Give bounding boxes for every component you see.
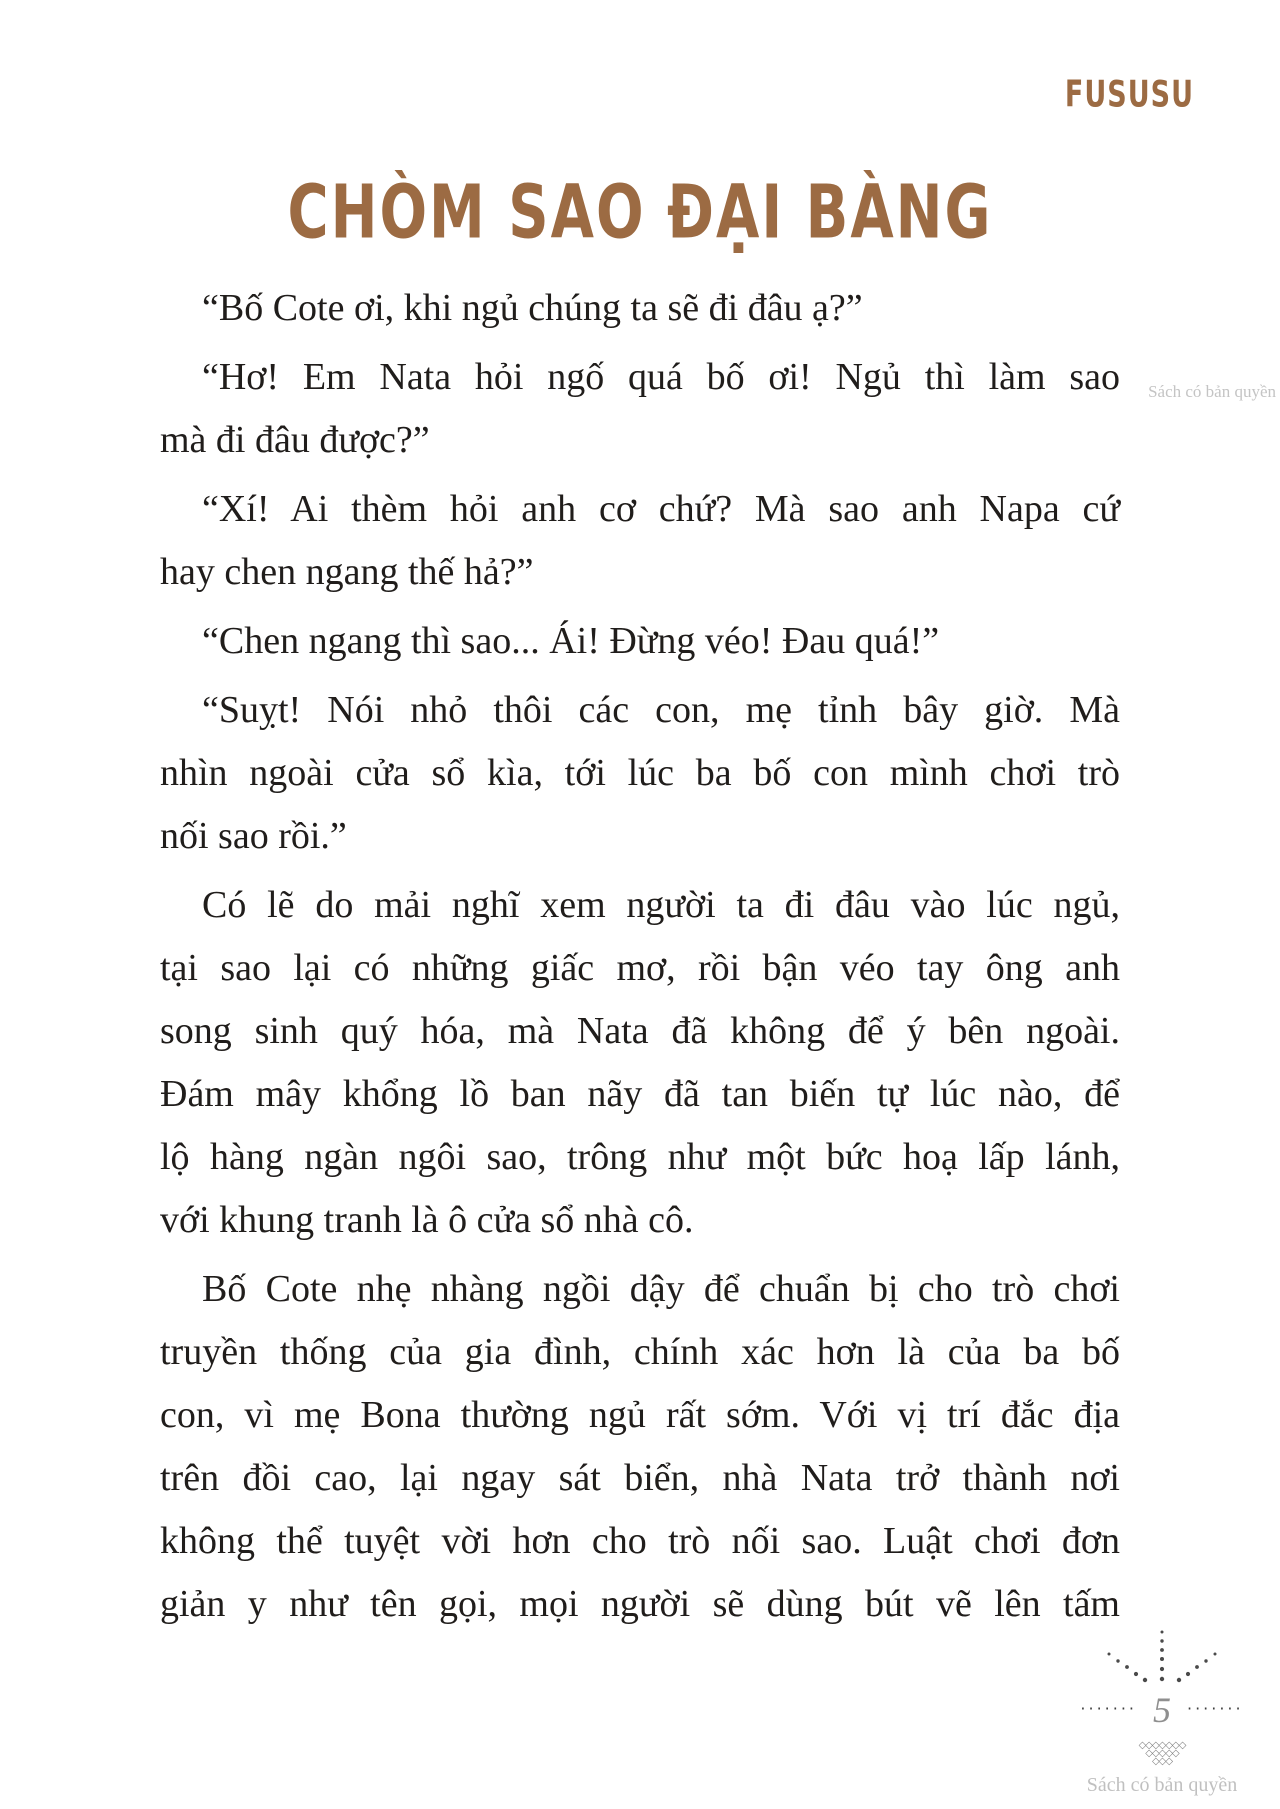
diamond-cluster-icon: ◇◇◇◇◇◇◇ ◇◇◇◇◇ ◇◇◇	[1138, 1740, 1186, 1767]
paragraph	[160, 1258, 1120, 1636]
body-line: con, vì mẹ Bona thường ngủ rất sớm. Với vị trí đắc địa	[160, 1394, 1120, 1436]
body-line: “Xí! Ai thèm hỏi anh cơ chứ? Mà sao anh Napa cứ	[202, 488, 1120, 530]
page-number: 5	[1153, 1690, 1171, 1730]
copyright-watermark-bottom: Sách có bản quyền	[1086, 1774, 1238, 1796]
body-line: giản y như tên gọi, mọi người sẽ dùng bút vẽ lên tấm	[160, 1583, 1120, 1625]
body-line: “Chen ngang thì sao... Ái! Đừng véo! Đau quá!”	[202, 620, 940, 662]
body-line: “Suỵt! Nói nhỏ thôi các con, mẹ tỉnh bây giờ. Mà	[202, 689, 1120, 731]
body-line: không thể tuyệt vời hơn cho trò nối sao. Luật chơi đơn	[160, 1520, 1120, 1562]
sparkle-rays-icon	[1077, 1628, 1247, 1690]
page-footer	[1058, 1628, 1266, 1797]
body-line: tại sao lại có những giấc mơ, rồi bận véo tay ông anh	[160, 947, 1120, 989]
paragraph	[160, 610, 1120, 673]
paragraph	[160, 478, 1120, 604]
paragraph	[160, 679, 1120, 868]
body-line: nối sao rồi.”	[160, 815, 347, 857]
body-line: nhìn ngoài cửa sổ kìa, tới lúc ba bố con mình chơi trò	[160, 752, 1120, 794]
body-line: Có lẽ do mải nghĩ xem người ta đi đâu vào lúc ngủ,	[202, 884, 1120, 926]
paragraph	[160, 874, 1120, 1252]
page-number-row	[1080, 1692, 1243, 1728]
paragraph	[160, 277, 1120, 340]
chapter-title: CHÒM SAO ĐẠI BÀNG	[287, 170, 993, 256]
body-line: hay chen ngang thế hả?”	[160, 551, 534, 593]
dots-left: ·······	[1080, 1699, 1137, 1718]
body-line: trên đồi cao, lại ngay sát biển, nhà Nata trở thành nơi	[160, 1457, 1120, 1499]
body-line: “Hơ! Em Nata hỏi ngố quá bố ơi! Ngủ thì làm sao	[202, 356, 1120, 398]
brand-logo: FUSUSU	[1064, 74, 1194, 116]
body-line: song sinh quý hóa, mà Nata đã không để ý bên ngoài.	[160, 1010, 1120, 1052]
body-line: “Bố Cote ơi, khi ngủ chúng ta sẽ đi đâu ạ?”	[202, 287, 863, 329]
body-text	[160, 277, 1120, 1642]
body-line: truyền thống của gia đình, chính xác hơn là của ba bố	[160, 1331, 1120, 1373]
dots-right: ·······	[1187, 1699, 1244, 1718]
paragraph	[160, 346, 1120, 472]
body-line: Bố Cote nhẹ nhàng ngồi dậy để chuẩn bị cho trò chơi	[202, 1268, 1120, 1310]
copyright-watermark-side: Sách có bản quyền	[1148, 382, 1276, 401]
body-line: mà đi đâu được?”	[160, 419, 430, 461]
body-line: Đám mây khổng lồ ban nãy đã tan biến tự lúc nào, để	[160, 1073, 1120, 1115]
body-line: lộ hàng ngàn ngôi sao, trông như một bức hoạ lấp lánh,	[160, 1136, 1120, 1178]
body-line: với khung tranh là ô cửa sổ nhà cô.	[160, 1199, 694, 1241]
